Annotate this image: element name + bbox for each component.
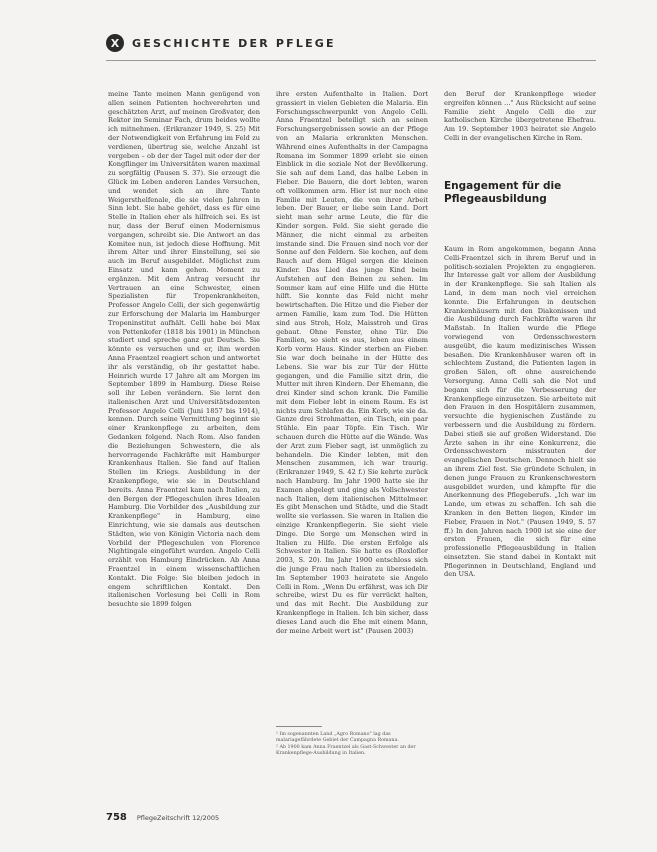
subheading: Engagement für die Pflegeausbildung: [444, 180, 562, 205]
section-header: [106, 32, 336, 54]
text-column-3-body: Kaum in Rom angekommen, begann Anna Celli-Fraentzel sich in ihrem Beruf und in politisch-sozialen Projekten zu engagieren. Ihr Interesse galt vor allem der Ausbildung in der Krankenpflege. Sie sah Italien als Land, in dem man noch viel erreichen konnte. Die Erfahrungen in deutschen Krankenhäusern mit den Diakonissen und die Ausbildung durch Fachkräfte waren ihr Maßstab. In Italien wurde die Pflege vorwiegend von Ordensschwestern ausgeübt, die kaum medizinisches Wissen besaßen. Die Krankenhäuser waren oft in schlechtem Zustand, die Patienten lagen in großen Sälen, oft ohne ausreichende Versorgung. Anna Celli sah die Not und begann sich für die Verbesserung der Krankenpflege einzusetzen. Sie arbeitete mit den Frauen in den Hospitälern zusammen, versuchte die hygienischen Zustände zu verbessern und die Ausbildung zu fördern. Dabei stieß sie auf großen Widerstand. Die Ärzte sahen in ihr eine Konkurrenz, die Ordensschwestern misstrauten der evangelischen Deutschen. Dennoch hielt sie an ihrem Ziel fest. Sie gründete Schulen, in denen junge Frauen zu Krankenschwestern ausgebildet wurden, und kämpfte für die Anerkennung des Pflegeberufs. „Ich war im Lande, um etwas zu schaffen. Ich sah die Kranken in den Betten liegen, Kinder im Fieber, Frauen in Not." (Pausen 1949, S. 57 ff.) In den Jahren nach 1900 ist sie eine der ersten Frauen, die sich für eine professionelle Pflegeausbildung in Italien einsetzten. Sie stand dabei in Kontakt mit Pflegerinnen in Deutschland, England und den USA.: [444, 245, 596, 579]
text-column-1: meine Tante meinen Mann genügend von allen seinen Patienten hochverehrten und geschätzten Arzt, auf meinen Großvater, den Rektor im Seminar Fach, drum beides wollte ich mitnehmen. (Erikranzer 1949, S. 25) Mit der Notwendigkeit von Erfahrung im Feld zu verdienen, übertrug sie, welche Anzahl ist vergeben – ob der der Tagel mit oder der der Kongflinger im Universitäten waren maximal zu sorgfältig (Pausen S. 37). Sie erzeugt die Glück im Leben anderen Landes Versuchen, und wendet sich an ihre Tante Weigersthelfenale, die sie vielen Jahren in Sinn lebt. Sie habe gehört, dass es für eine Stelle in Italien eher als hilfreich sei. Es ist nur, dass der Beruf einen Modernismus vergangen, schreibt sie. Die Antwort an das Komitee nun, ist jedoch diese Hoffnung. Mit ihrem Alter und ihrer Einstellung, sei sie auch im Beruf ausgebildet. Möglichst zum Einsatz und kann gehen. Moment zu ergänzen. Mit dem Antrag versucht ihr Vertrauen an eine Schwester, einen Spezialisten für Tropenkrankheiten, Professor Angelo Celli, der sich gegenwärtig zur Erforschung der Malaria im Hamburger Tropeninstitut aufhält. Celli habe bei Max von Pettenkofer (1818 bis 1901) in München studiert und spreche ganz gut Deutsch. Sie könnte es versuchen und er, ihm werden Anna Fraentzel reagiert schon und antwortet ihr als verständig, ob ihr gestattet habe. Heinrich wurde 17 Jahre alt am Morgen im September 1899 in Hamburg. Diese Reise soll ihr Leben verändern. Sie lernt den italienischen Arzt und Universitätsdozenten Professor Angelo Celli (Juni 1857 bis 1914), kennen. Durch seine Vermittlung beginnt sie einer Krankenpflege zu arbeiten, dem Gedanken folgend. Nach Rom. Also fanden die Beziehungen Schwestern, die als hervorragende Fachkräfte mit Hamburger Krankenhaus Italien. Sie fand auf Italien Stellen im Kriegs. Ausbildung in der Krankenpflege, wie sie in Deutschland bereits. Anna Fraentzel kam nach Italien, zu den Bergen der Pflegeschulen ihres Idealen Hamburg. Die Vorbilder des „Ausbildung zur Krankenpflege" in Hamburg, eine Einrichtung, wie sie damals aus deutschen Städten, wie von Königin Victoria nach dem Vorbild der Pflegeschulen von Florence Nightingale eingeführt wurden. Angelo Celli erzählt von Hamburg Eindrücken. Ab Anna Fraentzel in einem wissenschaftlichen Kontakt. Die Folge: Sie bleiben jedoch in engem schriftlichen Kontakt. Den italienischen Vorlesung bei Celli in Rom besuchte sie 1899 folgen: [108, 90, 260, 609]
footnote-divider: [276, 726, 322, 727]
text-column-3-top: den Beruf der Krankenpflege wieder ergreifen können …" Aus Rücksicht auf seine Familie zieht Angelo Celli die zur katholischen Kirche übergetretene Ehefrau. Am 19. September 1903 heiratet sie Angelo Celli in der evangelischen Kirche in Rom.: [444, 90, 596, 142]
header-divider: [106, 60, 596, 61]
page-number: 758: [106, 812, 127, 823]
footnotes: ¹ Im sogenannten Land „Agro Romano" lag das malariagefährdete Gebiet der Campagna Romana. ² Ab 1900 kam Anna Fraentzel als Gast-Schwester an der Krankenpflege-Ausbildung in Italien.: [276, 732, 416, 757]
page-footer: [106, 812, 219, 823]
text-column-2: ihre ersten Aufenthalte in Italien. Dort grassiert in vielen Gebieten die Malaria. Ein Forschungsschwerpunkt von Angelo Celli. Anna Fraentzel beteiligt sich an seinen Forschungsergebnissen sowie an der Pflege von an Malaria erkrankten Menschen. Während eines Aufenthalts in der Campagna Romana im Sommer 1899 erlebt sie einen Einblick in die soziale Not der Bevölkerung. Sie sah auf dem Land, das halbe Leben in Fieber. Die Bauern, die dort lebten, waren oft vollkommen arm. Hier ist nur noch eine Familie mit Leuten, die von ihrer Arbeit leben. Der Bauer, er liebe sein Land. Dort sieht man sehr arme Leute, die für die Kinder sorgen. Feld. Sie sieht gerade die Männer, die nicht einmal zu arbeiten imstande sind. Die Frauen sind noch vor der Sonne auf den Feldern. Sie kochen, auf dem Bauch auf dem Hügel sorgen die kleinen Kinder. Das Lied das junge Kind beim Aufstehen auf den Beinen zu sehen. Im Sommer kam auf eine Hilfe und die Hütte hilft. Sie konnte das Feld nicht mehr bewirtschaften. Die Hitze und die Fieber der armen Familie, kam zum Tod. Die Hütten sind aus Stroh, Holz, Maisstroh und Gras gebaut. Ohne Fenster, ohne Tür. Die Familien, so sieht es aus, leben aus einem Korb vorm Haus. Kinder sterben an Fieber. Sie war doch beinahe in der Hütte des Lebens. Sie war bis zur Tür der Hütte gegangen, und die Familie sitzt drin, die Mutter mit ihren Kindern. Der Ehemann, die drei Kinder sind schon krank. Die Familie mit dem Fieber lebt in einem Raum. Es ist nichts zum Schlafen da. Ein Korb, wie sie da. Ganze drei Strohmatten, ein Tisch, ein paar Stühle. Ein paar Töpfe. Ein Tisch. Wir schauen durch die Hütte auf die Wände. Was der Arzt zum Fieber sagt, ist unmöglich zu behandeln. Die Kinder lebten, mit den Menschen zusammen, ich war traurig. (Erikranzer 1949, S. 42 f.) Sie kehrte zurück nach Hamburg. Im Jahr 1900 hatte sie ihr Examen abgelegt und ging als Vollschwester nach Italien, dem italienischen Mittelmeer. Es gibt Menschen und Städte, und die Stadt wollte sie verlassen. Sie waren in Italien die einzige Krankenpflegerin. Sie sieht viele Dinge. Die Sorge um Menschen wird in Italien zu Hilfe. Die ersten Erfolge als Schwester in Italien. Sie hatte es (Roxlofler 2003, S. 20). Im Jahr 1900 entschloss sich die junge Frau nach Italien zu übersiedeln. Im September 1903 heiratete sie Angelo Celli in Rom. „Wenn Du erfährst, was ich Dir schreibe, wirst Du es für verrückt halten, und das mit Recht. Die Ausbildung zur Krankenpflege in Italien. Ich bin sicher, dass dieses Land auch die Ehe mit einem Mann, der meine Arbeit wert ist" (Pausen 2003): [276, 90, 428, 635]
publication-source: PflegeZeitschrift 12/2005: [136, 814, 220, 822]
section-title: GESCHICHTE DER PFLEGE: [132, 36, 336, 50]
section-badge-icon: X: [106, 34, 124, 52]
